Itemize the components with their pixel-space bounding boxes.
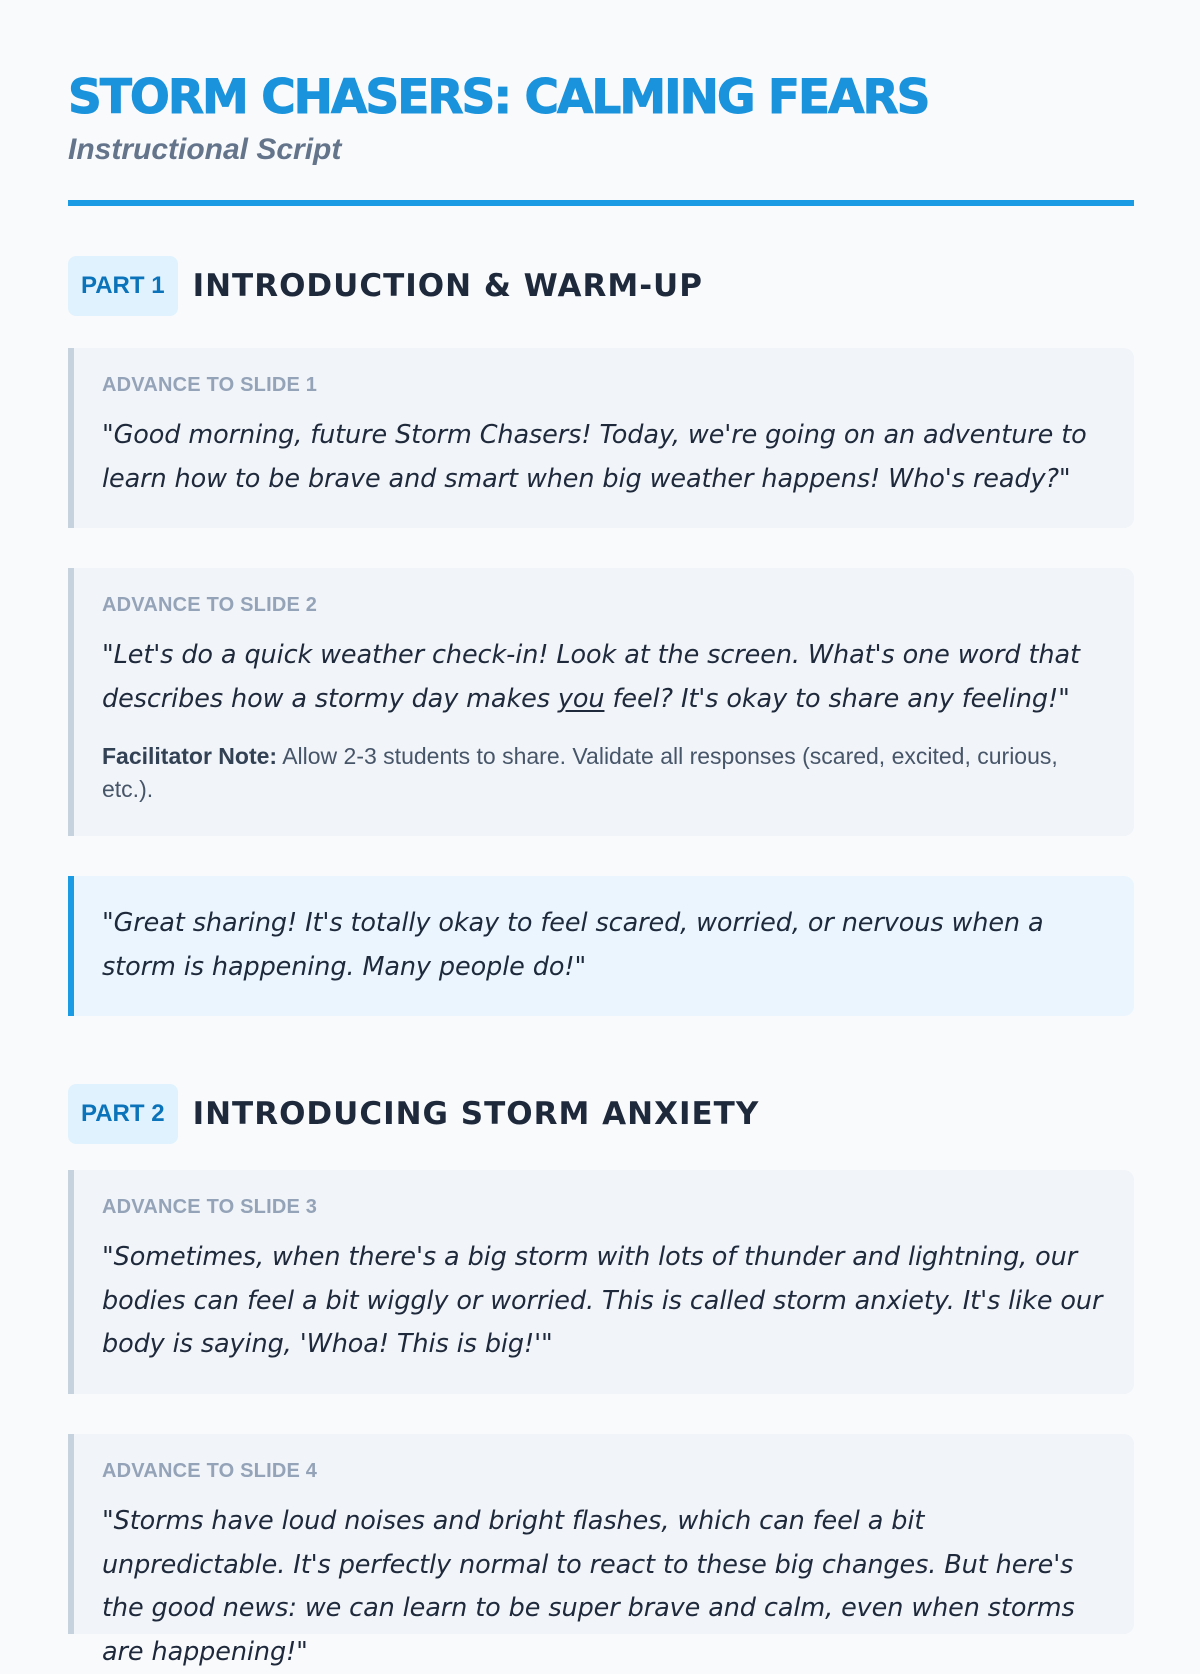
slide-2-card xyxy=(68,568,1134,836)
slide-1-label: ADVANCE TO SLIDE 1 xyxy=(102,374,318,396)
part-2-badge: PART 2 xyxy=(68,1084,178,1144)
document-title: STORM CHASERS: CALMING FEARS xyxy=(68,70,929,125)
slide-3-label: ADVANCE TO SLIDE 3 xyxy=(102,1196,318,1218)
slide-2-script-after: feel? It's okay to share any feeling!" xyxy=(604,683,1070,714)
document-subtitle: Instructional Script xyxy=(68,133,342,166)
slide-3-card xyxy=(68,1170,1134,1394)
part-2-title: INTRODUCING STORM ANXIETY xyxy=(192,1096,760,1132)
slide-4-card xyxy=(68,1434,1134,1667)
slide-3-script: "Sometimes, when there's a big storm with lots of thunder and lightning, our bodies can feel a bit wiggly or worried. This is called storm anxiety. It's like our body is saying, 'Whoa! This is big!'" xyxy=(102,1242,1103,1359)
slide-2-script-emphasis: you xyxy=(557,683,605,714)
slide-2-label: ADVANCE TO SLIDE 2 xyxy=(102,594,318,616)
transition-card xyxy=(68,876,1134,1016)
slide-1-card xyxy=(68,348,1134,528)
part-2-header xyxy=(68,1084,759,1144)
slide-4-label: ADVANCE TO SLIDE 4 xyxy=(102,1460,318,1482)
title-divider xyxy=(68,200,1134,206)
transition-script: "Great sharing! It's totally okay to feel scared, worried, or nervous when a storm is happening. Many people do!" xyxy=(102,908,1044,982)
part-1-title: INTRODUCTION & WARM-UP xyxy=(192,268,703,304)
slide-2-script xyxy=(102,634,1114,721)
slide-2-script-before: "Let's do a quick weather check-in! Look at the screen. What's one word that describes how a stormy day makes xyxy=(102,640,1080,714)
slide-1-script: "Good morning, future Storm Chasers! Today, we're going on an adventure to learn how to be brave and smart when big weather happens! Who's ready?" xyxy=(102,420,1087,494)
part-1-badge: PART 1 xyxy=(68,256,178,316)
facilitator-note-label: Facilitator Note: xyxy=(102,743,278,769)
facilitator-note xyxy=(102,740,1074,806)
part-1-header xyxy=(68,256,703,316)
facilitator-note-text: Allow 2-3 students to share. Validate all responses (scared, excited, curious, etc.). xyxy=(102,743,1058,802)
slide-4-script: "Storms have loud noises and bright flashes, which can feel a bit unpredictable. It's perfectly normal to react to these big changes. But here's the good news: we can learn to be super brave and calm, even when storms are happening!" xyxy=(102,1506,1075,1667)
